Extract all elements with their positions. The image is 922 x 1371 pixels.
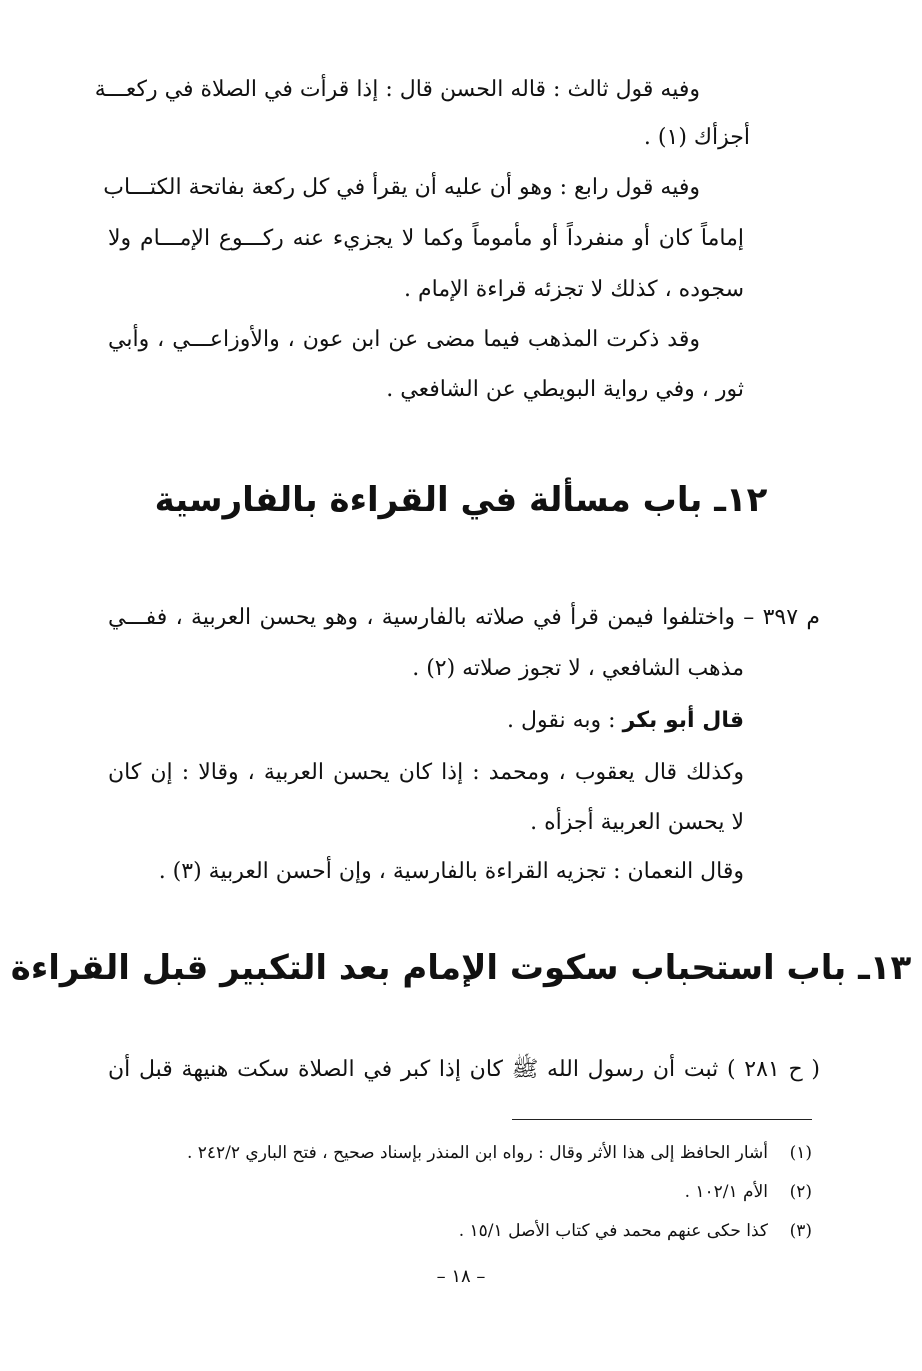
body-line: م ٣٩٧ – واختلفوا فيمن قرأ في صلاته بالفارسية ، وهو يحسن العربية ، ففـــي bbox=[108, 605, 820, 630]
body-line: وكذلك قال يعقوب ، ومحمد : إذا كان يحسن العربية ، وقالا : إن كان bbox=[108, 760, 744, 785]
body-line: سجوده ، كذلك لا تجزئه قراءة الإمام . bbox=[404, 277, 744, 302]
footnote bbox=[459, 1219, 812, 1243]
body-line: ثور ، وفي رواية البويطي عن الشافعي . bbox=[386, 377, 744, 402]
body-line: مذهب الشافعي ، لا تجوز صلاته (٢) . bbox=[412, 656, 744, 681]
body-line: ( ح ٢٨١ ) ثبت أن رسول الله ﷺ كان إذا كبر في الصلاة سكت هنيهة قبل أن bbox=[108, 1057, 820, 1082]
body-line: أجزأك (١) . bbox=[643, 125, 750, 150]
body-line: لا يحسن العربية أجزأه . bbox=[530, 810, 744, 835]
section-heading: ١٢ـ باب مسألة في القراءة بالفارسية bbox=[154, 480, 768, 520]
footnote-number: (٢) bbox=[789, 1182, 812, 1202]
body-line: وقد ذكرت المذهب فيما مضى عن ابن عون ، والأوزاعـــي ، وأبي bbox=[108, 327, 700, 352]
footnote-number: (١) bbox=[789, 1143, 812, 1163]
footnote bbox=[187, 1141, 812, 1165]
footnote-text: أشار الحافظ إلى هذا الأثر وقال : رواه ابن المنذر بإسناد صحيح ، فتح الباري ٢٤٢/٢ . bbox=[186, 1143, 768, 1163]
speaker-label: قال أبو بكر bbox=[622, 708, 744, 733]
footnote bbox=[685, 1180, 812, 1204]
footnote-separator bbox=[512, 1119, 812, 1120]
footnote-text: كذا حكى عنهم محمد في كتاب الأصل ١٥/١ . bbox=[458, 1221, 768, 1241]
body-line: وقال النعمان : تجزيه القراءة بالفارسية ، وإن أحسن العربية (٣) . bbox=[158, 859, 744, 884]
footnote-number: (٣) bbox=[789, 1221, 812, 1241]
page-number: – ١٨ – bbox=[436, 1266, 486, 1287]
speaker-statement: : وبه نقول . bbox=[507, 708, 623, 733]
body-line: وفيه قول رابع : وهو أن عليه أن يقرأ في كل ركعة بفاتحة الكتـــاب bbox=[103, 175, 700, 200]
body-line bbox=[507, 706, 744, 736]
section-heading: ١٣ـ باب استحباب سكوت الإمام بعد التكبير قبل القراءة bbox=[10, 948, 912, 988]
body-line: إماماً كان أو منفرداً أو مأموماً وكما لا يجزيء عنه ركـــوع الإمـــام ولا bbox=[108, 226, 744, 251]
body-line: وفيه قول ثالث : قاله الحسن قال : إذا قرأت في الصلاة في ركعـــة bbox=[94, 77, 700, 102]
footnote-text: الأم ١٠٢/١ . bbox=[684, 1182, 768, 1202]
